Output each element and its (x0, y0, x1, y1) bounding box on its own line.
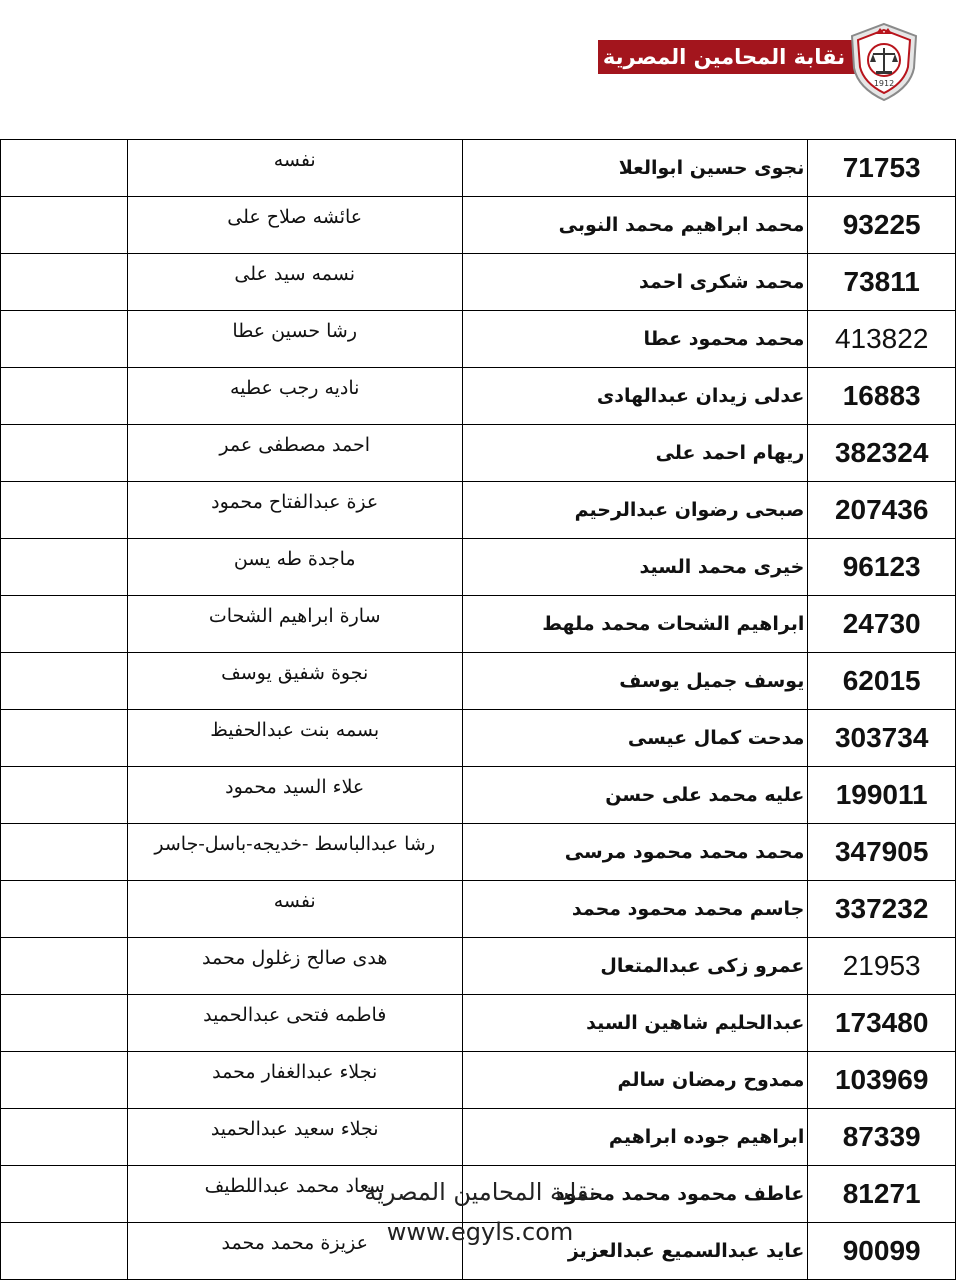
empty-cell (1, 653, 128, 710)
empty-cell (1, 140, 128, 197)
empty-cell (1, 539, 128, 596)
table-row (1, 995, 956, 1052)
relative-name-cell: علاء السيد محمود (127, 767, 462, 824)
table-row (1, 197, 956, 254)
table-row (1, 140, 956, 197)
relative-name-cell: نجلاء سعيد عبدالحميد (127, 1109, 462, 1166)
relative-name-cell: نجلاء عبدالغفار محمد (127, 1052, 462, 1109)
member-name-cell: عدلى زيدان عبدالهادى (462, 368, 807, 425)
empty-cell (1, 311, 128, 368)
member-name-cell: عمرو زكى عبدالمتعال (462, 938, 807, 995)
empty-cell (1, 1052, 128, 1109)
empty-cell (1, 596, 128, 653)
table-row (1, 881, 956, 938)
emblem-year: 1912 (873, 79, 895, 88)
empty-cell (1, 368, 128, 425)
member-id-cell: 337232 (808, 881, 956, 938)
table-row (1, 539, 956, 596)
table-row (1, 311, 956, 368)
relative-name-cell: هدى صالح زغلول محمد (127, 938, 462, 995)
relative-name-cell: عزيزة محمد محمد (127, 1223, 462, 1280)
relative-name-cell: بسمه بنت عبدالحفيظ (127, 710, 462, 767)
relative-name-cell: عائشه صلاح على (127, 197, 462, 254)
relative-name-cell: نفسه (127, 140, 462, 197)
member-name-cell: عايد عبدالسميع عبدالعزيز (462, 1223, 807, 1280)
table-row (1, 368, 956, 425)
table-row (1, 710, 956, 767)
member-name-cell: جاسم محمد محمود محمد (462, 881, 807, 938)
member-id-cell: 207436 (808, 482, 956, 539)
empty-cell (1, 254, 128, 311)
member-name-cell: مدحت كمال عيسى (462, 710, 807, 767)
empty-cell (1, 1166, 128, 1223)
empty-cell (1, 881, 128, 938)
relative-name-cell: رشا عبدالباسط -خديجه-باسل-جاسر (127, 824, 462, 881)
empty-cell (1, 995, 128, 1052)
member-id-cell: 87339 (808, 1109, 956, 1166)
shield-emblem-icon (846, 22, 922, 102)
table-row (1, 596, 956, 653)
member-id-cell: 173480 (808, 995, 956, 1052)
member-id-cell: 62015 (808, 653, 956, 710)
member-name-cell: خيرى محمد السيد (462, 539, 807, 596)
empty-cell (1, 425, 128, 482)
header-banner: نقابة المحامين المصرية (598, 40, 872, 74)
table-row (1, 938, 956, 995)
member-id-cell: 96123 (808, 539, 956, 596)
member-name-cell: محمد شكرى احمد (462, 254, 807, 311)
relative-name-cell: سارة ابراهيم الشحات (127, 596, 462, 653)
member-name-cell: ابراهيم جوده ابراهيم (462, 1109, 807, 1166)
member-name-cell: عبدالحليم شاهين السيد (462, 995, 807, 1052)
member-id-cell: 81271 (808, 1166, 956, 1223)
member-name-cell: محمد محمد محمود مرسى (462, 824, 807, 881)
member-name-cell: عليه محمد على حسن (462, 767, 807, 824)
member-id-cell: 382324 (808, 425, 956, 482)
relative-name-cell: سعاد محمد عبداللطيف (127, 1166, 462, 1223)
footer-url[interactable]: www.egyls.com (386, 1218, 574, 1246)
table-row (1, 425, 956, 482)
member-id-cell: 21953 (808, 938, 956, 995)
empty-cell (1, 710, 128, 767)
relative-name-cell: نجوة شفيق يوسف (127, 653, 462, 710)
member-id-cell: 24730 (808, 596, 956, 653)
relative-name-cell: نفسه (127, 881, 462, 938)
member-id-cell: 103969 (808, 1052, 956, 1109)
relative-name-cell: ماجدة طه يسن (127, 539, 462, 596)
header (596, 22, 926, 102)
footer-title: نقابة المحامين المصرية (364, 1178, 596, 1206)
relative-name-cell: عزة عبدالفتاح محمود (127, 482, 462, 539)
member-name-cell: صبحى رضوان عبدالرحيم (462, 482, 807, 539)
member-id-cell: 71753 (808, 140, 956, 197)
member-id-cell: 16883 (808, 368, 956, 425)
empty-cell (1, 1109, 128, 1166)
table-row (1, 482, 956, 539)
member-id-cell: 413822 (808, 311, 956, 368)
empty-cell (1, 1223, 128, 1280)
member-name-cell: ابراهيم الشحات محمد ملهط (462, 596, 807, 653)
member-name-cell: ريهام احمد على (462, 425, 807, 482)
empty-cell (1, 482, 128, 539)
relative-name-cell: رشا حسين عطا (127, 311, 462, 368)
member-id-cell: 90099 (808, 1223, 956, 1280)
member-id-cell: 347905 (808, 824, 956, 881)
member-name-cell: محمد محمود عطا (462, 311, 807, 368)
table-row (1, 1109, 956, 1166)
table-row (1, 767, 956, 824)
table-row (1, 1052, 956, 1109)
relative-name-cell: ناديه رجب عطيه (127, 368, 462, 425)
empty-cell (1, 938, 128, 995)
member-name-cell: ممدوح رمضان سالم (462, 1052, 807, 1109)
empty-cell (1, 824, 128, 881)
relative-name-cell: فاطمه فتحى عبدالحميد (127, 995, 462, 1052)
member-name-cell: عاطف محمود محمد محمود (462, 1166, 807, 1223)
relative-name-cell: نسمه سيد على (127, 254, 462, 311)
relative-name-cell: احمد مصطفى عمر (127, 425, 462, 482)
member-id-cell: 73811 (808, 254, 956, 311)
table-row (1, 824, 956, 881)
member-id-cell: 303734 (808, 710, 956, 767)
table-row (1, 653, 956, 710)
members-table (0, 139, 956, 1280)
member-name-cell: يوسف جميل يوسف (462, 653, 807, 710)
member-name-cell: محمد ابراهيم محمد النوبى (462, 197, 807, 254)
table-row (1, 254, 956, 311)
empty-cell (1, 767, 128, 824)
empty-cell (1, 197, 128, 254)
member-id-cell: 93225 (808, 197, 956, 254)
member-id-cell: 199011 (808, 767, 956, 824)
table-body (1, 140, 956, 1280)
member-name-cell: نجوى حسين ابوالعلا (462, 140, 807, 197)
